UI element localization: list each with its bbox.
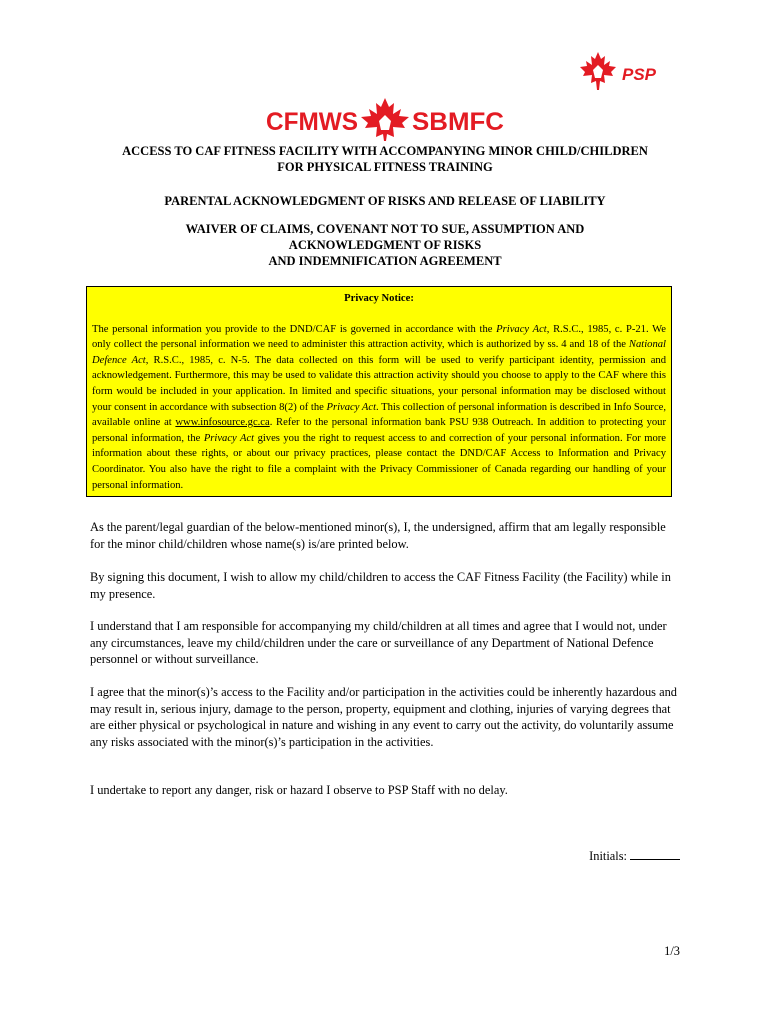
psp-logo-text: PSP (622, 65, 657, 84)
paragraph-access-permission: By signing this document, I wish to allow my child/children to access the CAF Fitness Facility (the Facility) while in my presence. (90, 570, 671, 601)
page-number: 1/3 (664, 944, 680, 958)
waiver-line-1: WAIVER OF CLAIMS, COVENANT NOT TO SUE, ASSUMPTION AND (185, 222, 585, 236)
privacy-notice-title: Privacy Notice: (344, 293, 414, 304)
sbmfc-logo-text: SBMFC (412, 108, 504, 136)
title-line-1: ACCESS TO CAF FITNESS FACILITY WITH ACCOMPANYING MINOR CHILD/CHILDREN (122, 144, 648, 158)
privacy-act-reference: Privacy Act (203, 432, 255, 444)
psp-logo (576, 50, 676, 94)
title-line-2: FOR PHYSICAL FITNESS TRAINING (277, 160, 493, 174)
privacy-text-part: , R.S.C., 1985, c. P-21. We only collect the personal information we need to administer this attraction activity, which is authorized by ss. 4 and 18 of the (92, 323, 666, 351)
privacy-act-reference: Privacy Act (496, 323, 547, 335)
initials-label: Initials: (589, 849, 627, 863)
privacy-text-part: The personal information you provide to the DND/CAF is governed in accordance with the (92, 323, 497, 335)
paragraph-risk-assumption: I agree that the minor(s)’s access to the Facility and/or participation in the activities could be inherently hazardous and may result in, serious injury, damage to the person, property, equipment and clothing, injuries of varying degrees that are either physical or psychological in nature and wishing in any event to carry out the activity, do voluntarily assume any risks associated with the minor(s)’s participation in the activities. (90, 685, 677, 749)
cfmws-logo-text: CFMWS (266, 108, 358, 136)
privacy-text-part: . Refer to the personal information bank PSU 938 Outreach. In addition to protecting your personal information, the (92, 417, 666, 444)
subtitle-line: PARENTAL ACKNOWLEDGMENT OF RISKS AND RELEASE OF LIABILITY (164, 194, 606, 208)
national-defence-act-reference: National Defence Act (92, 339, 666, 366)
waiver-line-2: ACKNOWLEDGMENT OF RISKS (288, 238, 482, 252)
document-subtitle (70, 193, 700, 209)
initials-line[interactable] (630, 848, 680, 860)
privacy-text-part: gives you the right to request access to and correction of your personal information. For more information about these rights, or about our privacy practices, please contact the DND/CAF Access to Information and Privacy Coordinator. You also have the right to file a complaint with the Privacy Commissioner of Canada regarding our handling of your personal information. (92, 432, 666, 491)
document-title (70, 143, 700, 175)
waiver-line-3: AND INDEMNIFICATION AGREEMENT (268, 254, 502, 268)
privacy-notice-text (92, 322, 666, 494)
paragraph-supervision-responsibility: I understand that I am responsible for accompanying my child/children at all times and agree that I would not, under any circumstances, leave my child/children under the care or surveillance of any Department of National Defence personnel or without surveillance. (90, 619, 667, 666)
privacy-text-part: . This collection of personal information is described in Info Source, available online at (92, 401, 666, 429)
privacy-notice-box (86, 286, 672, 497)
paragraph-guardian-affirmation: As the parent/legal guardian of the below-mentioned minor(s), I, the undersigned, affirm that am legally responsible for the minor child/children whose name(s) is/are printed below. (90, 520, 666, 551)
privacy-text-part: , R.S.C., 1985, c. N-5. The data collected on this form will be used to verify participant identity, permission and acknowledgement. Furthermore, this may be used to validate this attraction activity should you choose to apply to the CAF where this form would be included in your application. In limited and specific situations, your personal information may be disclosed without your consent in accordance with subsection 8(2) of the (92, 354, 666, 413)
infosource-link[interactable]: www.infosource.gc.ca (175, 417, 270, 429)
paragraph-hazard-reporting: I undertake to report any danger, risk or hazard I observe to PSP Staff with no delay. (90, 783, 508, 797)
cfmws-sbmfc-logo (266, 96, 504, 142)
waiver-heading (70, 221, 700, 269)
initials-field (560, 848, 680, 864)
privacy-act-reference: Privacy Act (326, 401, 377, 413)
